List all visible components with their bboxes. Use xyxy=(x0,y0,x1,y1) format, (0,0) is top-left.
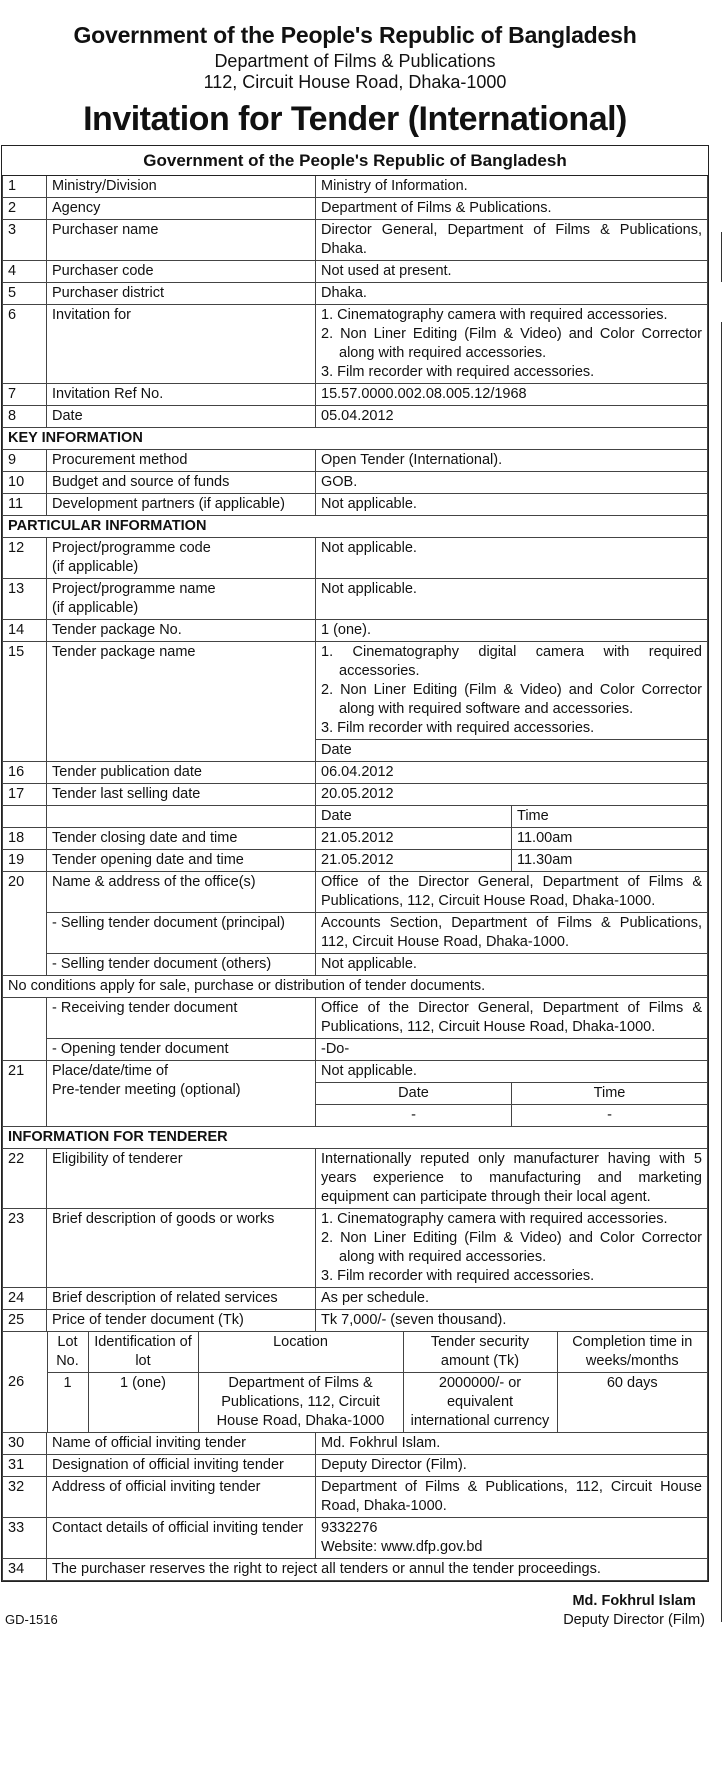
row-label: Procurement method xyxy=(47,449,316,471)
box-title: Government of the People's Republic of Bangladesh xyxy=(2,146,708,176)
list-item: 2. Non Liner Editing (Film & Video) and Color Corrector along with required software and accessories. xyxy=(321,681,702,717)
table-row xyxy=(3,471,708,493)
row-label: Tender closing date and time xyxy=(47,827,316,849)
table-row xyxy=(3,176,708,198)
time-value: 11.00am xyxy=(517,829,573,846)
table-row xyxy=(3,849,708,871)
row-label: Brief description of related services xyxy=(47,1287,316,1309)
row-value: Md. Fokhrul Islam. xyxy=(316,1432,708,1454)
date-header: Date xyxy=(316,806,512,827)
row-value xyxy=(316,805,708,827)
row-number: 16 xyxy=(3,761,47,783)
table-row xyxy=(3,805,708,827)
row-value xyxy=(316,827,708,849)
table-row xyxy=(3,953,708,975)
row-label: Purchaser district xyxy=(47,282,316,304)
row-value xyxy=(316,641,708,739)
row-label: Tender package No. xyxy=(47,619,316,641)
table-row xyxy=(3,1558,708,1580)
list-item: 1. Cinematography digital camera with required accessories. xyxy=(321,643,702,679)
table-row xyxy=(3,641,708,739)
notice-footer xyxy=(1,1582,709,1634)
table-row xyxy=(3,405,708,427)
row-label: Tender opening date and time xyxy=(47,849,316,871)
notice-title: Invitation for Tender (International) xyxy=(83,99,627,138)
row-value: Deputy Director (Film). xyxy=(316,1454,708,1476)
row-value: Tk 7,000/- (seven thousand). xyxy=(316,1309,708,1331)
row-number: 31 xyxy=(3,1454,47,1476)
row-value: Open Tender (International). xyxy=(316,449,708,471)
row-value xyxy=(316,1060,708,1126)
row-label: Agency xyxy=(47,197,316,219)
row-value: Ministry of Information. xyxy=(316,176,708,198)
time-header: Time xyxy=(517,807,549,824)
table-row xyxy=(3,260,708,282)
row-label: Price of tender document (Tk) xyxy=(47,1309,316,1331)
table-row xyxy=(3,1060,708,1126)
list-item: 1. Cinematography camera with required accessories. xyxy=(321,306,668,323)
row-label: Tender publication date xyxy=(47,761,316,783)
row-label: Designation of official inviting tender xyxy=(47,1454,316,1476)
table-row xyxy=(3,383,708,405)
section-heading: KEY INFORMATION xyxy=(3,427,708,449)
row-number: 17 xyxy=(3,783,47,805)
row-number: 26 xyxy=(3,1372,47,1432)
gd-code: GD-1516 xyxy=(5,1611,58,1627)
row-label: - Receiving tender document xyxy=(47,997,316,1038)
table-row xyxy=(3,783,708,805)
time-value: 11.30am xyxy=(517,851,573,868)
lot-security: 2000000/- or equivalent international currency xyxy=(403,1372,557,1432)
row-value: Not used at present. xyxy=(316,260,708,282)
row-value: Department of Films & Publications, 112, Circuit House Road, Dhaka-1000. xyxy=(316,1476,708,1517)
row-label-line: Project/programme name xyxy=(52,580,216,597)
tender-notice xyxy=(1,22,709,1776)
security-header: Tender security amount (Tk) xyxy=(403,1332,557,1373)
datetime-table xyxy=(316,828,707,849)
row-label: Invitation for xyxy=(47,304,316,383)
lot-completion: 60 days xyxy=(606,1374,658,1391)
row-number: 10 xyxy=(3,471,47,493)
row-label-line: Place/date/time of xyxy=(52,1062,169,1079)
row-number xyxy=(3,805,47,827)
list-item: 3. Film recorder with required accessories. xyxy=(321,1267,595,1284)
table-row xyxy=(3,1148,708,1208)
row-label xyxy=(47,578,316,619)
row-value: The purchaser reserves the right to reject all tenders or annul the tender proceedings. xyxy=(47,1558,708,1580)
row-value: 15.57.0000.002.08.005.12/1968 xyxy=(316,383,708,405)
row-number: 24 xyxy=(3,1287,47,1309)
table-row xyxy=(3,493,708,515)
row-label xyxy=(47,805,316,827)
row-label: - Opening tender document xyxy=(47,1038,316,1060)
table-row xyxy=(3,1432,708,1454)
table-row xyxy=(3,1517,708,1558)
table-row xyxy=(3,1454,708,1476)
row-number: 14 xyxy=(3,619,47,641)
row-label-line: Pre-tender meeting (optional) xyxy=(52,1081,241,1098)
row-number: 18 xyxy=(3,827,47,849)
time-header: Time xyxy=(512,1083,708,1105)
department-address: 112, Circuit House Road, Dhaka-1000 xyxy=(203,72,507,93)
list-item: 1. Cinematography camera with required accessories. xyxy=(321,1210,668,1227)
website: Website: www.dfp.gov.bd xyxy=(321,1538,483,1555)
row-number xyxy=(3,997,47,1060)
table-row xyxy=(3,871,708,912)
meeting-table xyxy=(316,1083,707,1126)
table-row xyxy=(3,761,708,783)
row-label-line: Project/programme code xyxy=(52,539,211,556)
tender-table xyxy=(2,176,708,1581)
table-row xyxy=(3,304,708,383)
row-label: Date xyxy=(47,405,316,427)
row-value: Dhaka. xyxy=(316,282,708,304)
phone-number: 9332276 xyxy=(321,1519,378,1536)
time-value: - xyxy=(607,1106,612,1123)
row-number: 2 xyxy=(3,197,47,219)
row-label: Ministry/Division xyxy=(47,176,316,198)
row-label: Development partners (if applicable) xyxy=(47,493,316,515)
signer-name: Md. Fokhrul Islam xyxy=(572,1592,696,1609)
row-label: Name of official inviting tender xyxy=(47,1432,316,1454)
government-title: Government of the People's Republic of Bangladesh xyxy=(73,22,637,48)
row-label: - Selling tender document (others) xyxy=(47,953,316,975)
row-label: Eligibility of tenderer xyxy=(47,1148,316,1208)
date-value: 21.05.2012 xyxy=(316,828,512,849)
section-heading-row xyxy=(3,1126,708,1148)
row-number: 33 xyxy=(3,1517,47,1558)
section-heading-row xyxy=(3,515,708,537)
row-label: Address of official inviting tender xyxy=(47,1476,316,1517)
completion-header: Completion time in weeks/months xyxy=(557,1332,707,1373)
row-label-note: (if applicable) xyxy=(52,599,139,616)
row-number: 9 xyxy=(3,449,47,471)
row-number: 30 xyxy=(3,1432,47,1454)
row-value: 1 (one). xyxy=(316,619,708,641)
row-value: As per schedule. xyxy=(316,1287,708,1309)
row-label: Brief description of goods or works xyxy=(47,1208,316,1287)
row-value: Not applicable. xyxy=(316,953,708,975)
table-row xyxy=(3,1476,708,1517)
row-number: 22 xyxy=(3,1148,47,1208)
table-row xyxy=(3,1038,708,1060)
conditions-note: No conditions apply for sale, purchase or distribution of tender documents. xyxy=(3,975,708,997)
meeting-status: Not applicable. xyxy=(316,1061,707,1083)
location-header: Location xyxy=(198,1332,403,1373)
table-row xyxy=(3,282,708,304)
row-label-note: (if applicable) xyxy=(52,558,139,575)
table-row xyxy=(3,912,708,953)
row-number: 3 xyxy=(3,219,47,260)
section-heading: INFORMATION FOR TENDERER xyxy=(3,1126,708,1148)
lot-cell xyxy=(3,1331,708,1432)
signer-title: Deputy Director (Film) xyxy=(563,1611,705,1628)
table-row xyxy=(3,197,708,219)
row-value: Not applicable. xyxy=(316,493,708,515)
lot-table xyxy=(3,1332,707,1432)
row-label: Contact details of official inviting tender xyxy=(47,1517,316,1558)
datetime-table xyxy=(316,806,707,827)
row-number: 13 xyxy=(3,578,47,619)
section-heading: PARTICULAR INFORMATION xyxy=(3,515,708,537)
row-label: Budget and source of funds xyxy=(47,471,316,493)
row-number: 5 xyxy=(3,282,47,304)
lot-data xyxy=(3,1372,707,1432)
row-label: Name & address of the office(s) xyxy=(47,871,316,912)
row-value: Office of the Director General, Department of Films & Publications, 112, Circuit House Road, Dhaka-1000. xyxy=(316,871,708,912)
row-value: 05.04.2012 xyxy=(316,405,708,427)
lot-no-header: Lot No. xyxy=(47,1332,88,1373)
identification-header: Identification of lot xyxy=(88,1332,198,1373)
row-number: 11 xyxy=(3,493,47,515)
row-number: 25 xyxy=(3,1309,47,1331)
notice-header xyxy=(1,22,709,139)
row-value: GOB. xyxy=(316,471,708,493)
row-value: Director General, Department of Films & Publications, Dhaka. xyxy=(316,219,708,260)
table-row xyxy=(3,827,708,849)
row-number: 19 xyxy=(3,849,47,871)
department-name: Department of Films & Publications xyxy=(214,51,496,72)
row-value: Office of the Director General, Department of Films & Publications, 112, Circuit House Road, Dhaka-1000. xyxy=(316,997,708,1038)
table-row xyxy=(3,1309,708,1331)
lot-location: Department of Films & Publications, 112, Circuit House Road, Dhaka-1000 xyxy=(198,1372,403,1432)
lot-row xyxy=(3,1331,708,1432)
row-number: 34 xyxy=(3,1558,47,1580)
row-value: -Do- xyxy=(316,1038,708,1060)
row-number: 23 xyxy=(3,1208,47,1287)
signature-block xyxy=(563,1592,705,1630)
section-heading-row xyxy=(3,427,708,449)
row-value: Not applicable. xyxy=(316,537,708,578)
row-number: 12 xyxy=(3,537,47,578)
row-number: 8 xyxy=(3,405,47,427)
list-item: 2. Non Liner Editing (Film & Video) and Color Corrector along with required accessories. xyxy=(321,325,702,361)
row-value: Internationally reputed only manufacturer having with 5 years experience to manufacturing and marketing equipment can participate through their local agent. xyxy=(316,1148,708,1208)
lot-identification: 1 (one) xyxy=(88,1372,198,1432)
row-value: Not applicable. xyxy=(316,578,708,619)
row-label: Tender package name xyxy=(47,641,316,761)
lot-no: 1 xyxy=(47,1372,88,1432)
table-row xyxy=(3,1287,708,1309)
row-label: Tender last selling date xyxy=(47,783,316,805)
row-number: 21 xyxy=(3,1060,47,1126)
row-value xyxy=(316,849,708,871)
list-item: 3. Film recorder with required accessories. xyxy=(321,363,595,380)
list-item: 2. Non Liner Editing (Film & Video) and Color Corrector along with required accessories. xyxy=(321,1229,702,1265)
tender-box xyxy=(1,145,709,1582)
row-number: 7 xyxy=(3,383,47,405)
table-row xyxy=(3,619,708,641)
row-value: Department of Films & Publications. xyxy=(316,197,708,219)
date-header: Date xyxy=(316,1083,512,1105)
row-value: 06.04.2012 xyxy=(316,761,708,783)
date-subheader: Date xyxy=(316,739,708,761)
row-label: Purchaser code xyxy=(47,260,316,282)
row-number: 15 xyxy=(3,641,47,761)
row-number: 4 xyxy=(3,260,47,282)
row-value: 20.05.2012 xyxy=(316,783,708,805)
row-number: 32 xyxy=(3,1476,47,1517)
list-item: 3. Film recorder with required accessories. xyxy=(321,719,595,736)
table-row xyxy=(3,578,708,619)
table-row xyxy=(3,219,708,260)
row-number: 20 xyxy=(3,871,47,975)
row-value xyxy=(316,1517,708,1558)
lot-header xyxy=(3,1332,707,1373)
table-row xyxy=(3,449,708,471)
row-value xyxy=(316,1208,708,1287)
datetime-table xyxy=(316,850,707,871)
date-value: 21.05.2012 xyxy=(316,850,512,871)
row-label: Invitation Ref No. xyxy=(47,383,316,405)
row-value: Accounts Section, Department of Films & Publications, 112, Circuit House Road, Dhaka-1000. xyxy=(316,912,708,953)
table-row xyxy=(3,997,708,1038)
row-value xyxy=(316,304,708,383)
row-label xyxy=(47,1060,316,1126)
row-number: 1 xyxy=(3,176,47,198)
row-number: 6 xyxy=(3,304,47,383)
table-row xyxy=(3,537,708,578)
row-label xyxy=(47,537,316,578)
date-value: - xyxy=(316,1104,512,1126)
row-label: - Selling tender document (principal) xyxy=(47,912,316,953)
row-label: Purchaser name xyxy=(47,219,316,260)
note-row xyxy=(3,975,708,997)
table-row xyxy=(3,1208,708,1287)
